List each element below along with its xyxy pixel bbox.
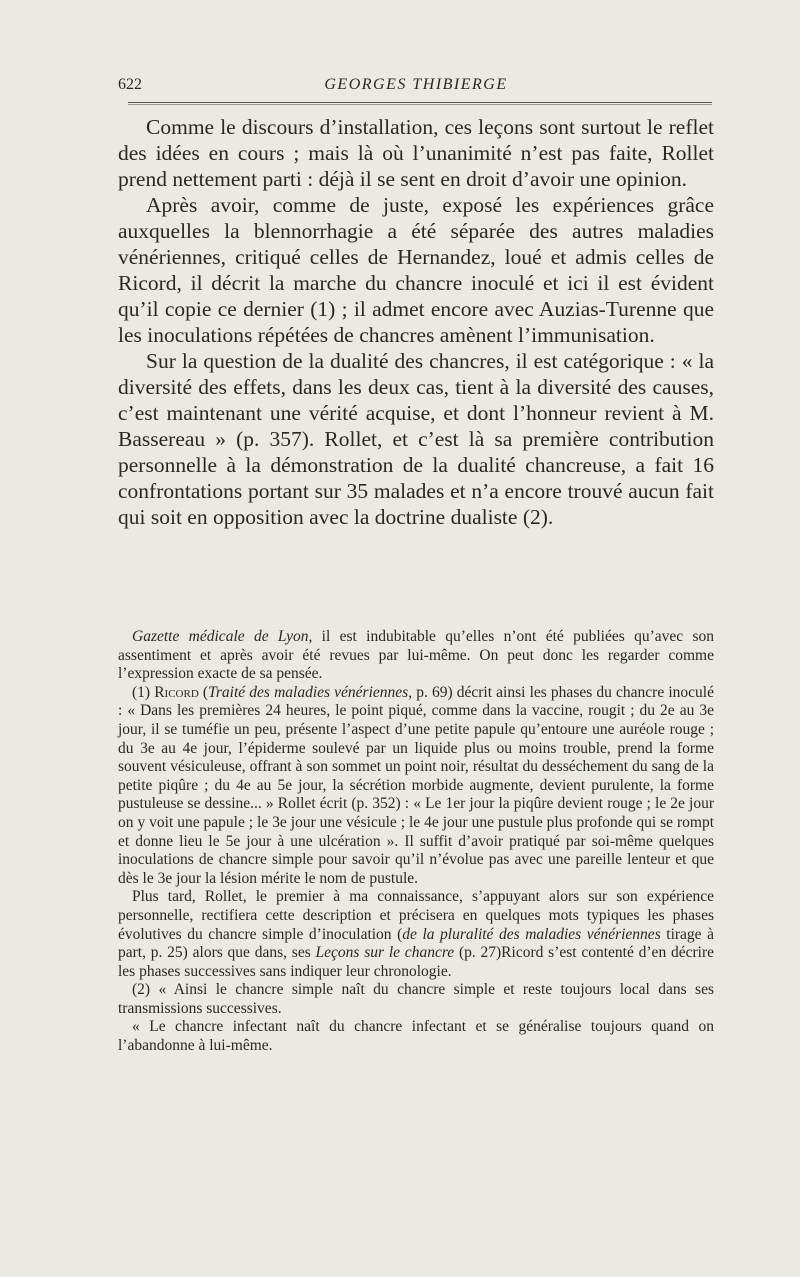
book-title: Traité des maladies vénériennes xyxy=(208,683,409,701)
page-header xyxy=(118,76,714,98)
page-number: 622 xyxy=(118,76,142,93)
main-text xyxy=(118,114,714,530)
paragraph: Après avoir, comme de juste, exposé les expériences grâce auxquelles la blennorrhagie a été séparée des autres maladies vénériennes, critiqué celles de Hernandez, loué et admis celles de Ricord, il décrit la marche du chancre inoculé et ici il est évident qu’il copie ce dernier (1) ; il admet encore avec Auzias-Turenne que les inoculations répétées de chancres amènent l’immunisation. xyxy=(118,193,714,347)
footnote-marker: (1) xyxy=(132,683,155,701)
footnote-text: il est indubitable qu’elles n’ont été publiées qu’avec son assentiment et après avoir été revues par lui-même. On peut donc les regarder comme l’expression exacte de sa pensée. xyxy=(118,628,714,683)
footnote-text: ( xyxy=(198,683,209,701)
running-title: GEORGES THIBIERGE xyxy=(324,76,508,93)
footnote-text: , p. 69) décrit ainsi les phases du chancre inoculé : « Dans les premières 24 heures, le point piqué, comme dans la vaccine, rougit ; du 2e au 3e jour, il se tuméfie un peu, présente l’aspect d’une petite papule qu’entoure une auréole rouge ; du 3e au 4e jour, l’épiderme soulevé par un liquide plus ou moins trouble, prend la forme souvent vésiculeuse, offrant à son sommet un point noir, résultat du desséchement du sang de la petite piqûre ; du 4e au 5e jour, la sécrétion morbide augmente, devient purulente, la forme pustuleuse se dessine... » Rollet écrit (p. 352) : « Le 1er jour la piqûre devient rouge ; le 2e jour on y voit une papule ; le 3e jour une vésicule ; le 4e jour une pustule plus profonde qui se rompt et donne lieu le 5e jour à une ulcération ». Il suffit d’avoir pratiqué par soi-même quelques inoculations de chancre simple pour savoir qu’il n’évolue pas avec une pareille lenteur et que dès le 3e jour la lésion mérite le nom de pustule. xyxy=(118,683,714,887)
footnote-2-continued: « Le chancre infectant naît du chancre infectant et se généralise toujours quand on l’abandonne à lui-même. xyxy=(118,1018,714,1055)
book-title: de la pluralité des maladies vénériennes xyxy=(402,925,661,943)
paragraph: Sur la question de la dualité des chancres, il est catégorique : « la diversité des effets, dans les deux cas, tient à la diversité des causes, c’est maintenant une vérité acquise, et dont l’honneur revient à M. Bassereau » (p. 357). Rollet, et c’est là sa première contribution personnelle à la démonstration de la dualité chancreuse, a fait 16 confrontations portant sur 35 malades et n’a encore trouvé aucun fait qui soit en opposition avec la doctrine dualiste (2). xyxy=(118,349,714,529)
footnote-2: (2) « Ainsi le chancre simple naît du chancre simple et reste toujours local dans ses transmissions successives. xyxy=(118,981,714,1017)
book-title: Leçons sur le chancre xyxy=(315,944,455,962)
footnote-text: Plus tard, Rollet, le premier à ma connaissance, s’appuyant alors sur son expérience personnelle, rectifiera cette description et précisera en quelques mots typiques les phases évolutives du chancre simple d’inoculation ( xyxy=(118,888,714,943)
footnote-continuation xyxy=(118,628,714,684)
paragraph: Comme le discours d’installation, ces leçons sont surtout le reflet des idées en cours ; mais là où l’unanimité n’est pas faite, Rollet prend nettement parti : déjà il se sent en droit d’avoir une opinion. xyxy=(118,115,714,191)
footnote-author: Ricord xyxy=(154,683,199,701)
footnote-text: (p. 27)Ricord s’est contenté d’en décrire les phases successives sans indiquer leur chronologie. xyxy=(118,944,714,980)
footnote-text: tirage à part, p. 25) alors que dans, ses xyxy=(118,925,714,962)
journal-title: Gazette médicale de Lyon, xyxy=(132,628,313,645)
header-rule xyxy=(128,102,712,105)
footnote-1 xyxy=(118,684,714,889)
footnotes xyxy=(118,628,714,1056)
footnote-1-continued xyxy=(118,888,714,981)
